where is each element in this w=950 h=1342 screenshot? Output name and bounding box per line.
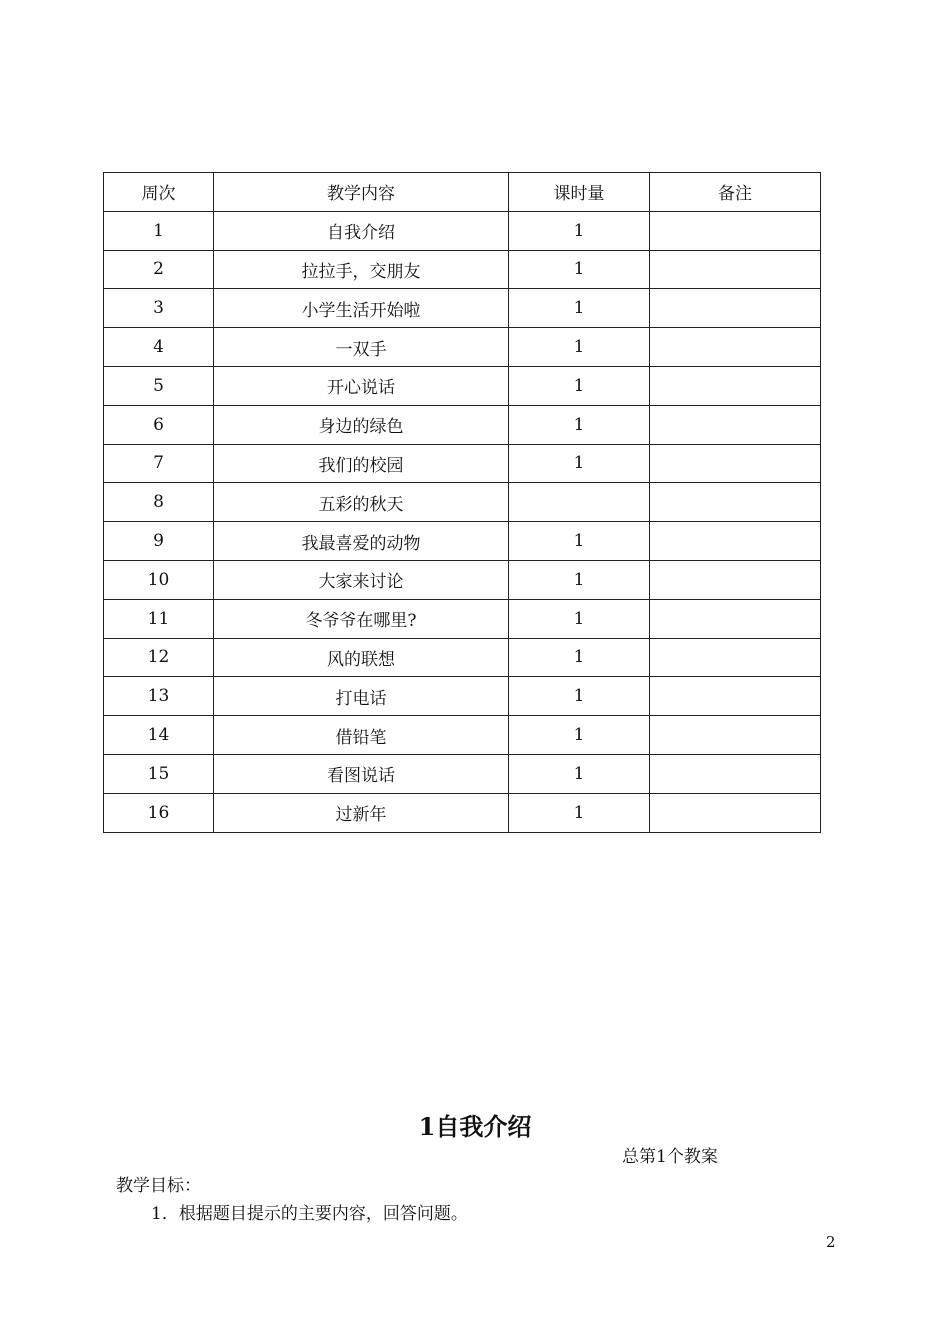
cell-hours: 1 [509,793,650,832]
table-row [104,444,821,483]
header-note: 备注 [650,173,821,212]
cell-hours: 1 [509,211,650,250]
table-row [104,716,821,755]
cell-hours [509,483,650,522]
cell-note [650,328,821,367]
cell-week: 10 [104,560,214,599]
plan-number: 总第1个教案 [622,1147,718,1167]
cell-week: 3 [104,289,214,328]
cell-content: 一双手 [214,328,509,367]
cell-hours: 1 [509,405,650,444]
cell-content: 小学生活开始啦 [214,289,509,328]
cell-note [650,405,821,444]
cell-week: 6 [104,405,214,444]
cell-note [650,638,821,677]
cell-note [650,716,821,755]
cell-content: 借铅笔 [214,716,509,755]
cell-content: 拉拉手，交朋友 [214,250,509,289]
cell-note [650,366,821,405]
cell-week: 9 [104,522,214,561]
cell-content: 风的联想 [214,638,509,677]
cell-note [650,599,821,638]
table-row [104,754,821,793]
cell-hours: 1 [509,366,650,405]
page-number: 2 [826,1233,836,1251]
cell-hours: 1 [509,677,650,716]
cell-hours: 1 [509,289,650,328]
cell-hours: 1 [509,560,650,599]
table-row [104,211,821,250]
table-row [104,677,821,716]
table-row [104,560,821,599]
header-content: 教学内容 [214,173,509,212]
table-row [104,638,821,677]
table-row [104,599,821,638]
header-week: 周次 [104,173,214,212]
cell-week: 7 [104,444,214,483]
cell-week: 2 [104,250,214,289]
cell-hours: 1 [509,522,650,561]
cell-content: 五彩的秋天 [214,483,509,522]
table-row [104,405,821,444]
cell-content: 看图说话 [214,754,509,793]
cell-content: 冬爷爷在哪里? [214,599,509,638]
objective-item: 1．根据题目提示的主要内容，回答问题。 [151,1204,468,1224]
cell-hours: 1 [509,444,650,483]
cell-note [650,483,821,522]
cell-content: 自我介绍 [214,211,509,250]
cell-content: 过新年 [214,793,509,832]
cell-content: 身边的绿色 [214,405,509,444]
cell-week: 13 [104,677,214,716]
cell-hours: 1 [509,250,650,289]
table-row [104,366,821,405]
schedule-table [103,172,821,833]
cell-hours: 1 [509,599,650,638]
header-hours: 课时量 [509,173,650,212]
cell-content: 我最喜爱的动物 [214,522,509,561]
cell-note [650,793,821,832]
table-row [104,328,821,367]
cell-week: 1 [104,211,214,250]
cell-note [650,754,821,793]
cell-note [650,211,821,250]
cell-note [650,289,821,328]
table-row [104,793,821,832]
cell-hours: 1 [509,328,650,367]
table-header-row [104,173,821,212]
cell-week: 14 [104,716,214,755]
cell-note [650,560,821,599]
cell-week: 12 [104,638,214,677]
table-row [104,289,821,328]
cell-week: 8 [104,483,214,522]
objectives-label: 教学目标： [116,1176,201,1196]
lesson-title: 1自我介绍 [418,1112,532,1141]
cell-week: 4 [104,328,214,367]
table-row [104,483,821,522]
cell-hours: 1 [509,638,650,677]
cell-week: 15 [104,754,214,793]
cell-note [650,522,821,561]
cell-week: 5 [104,366,214,405]
table-row [104,522,821,561]
cell-content: 我们的校园 [214,444,509,483]
cell-content: 打电话 [214,677,509,716]
cell-week: 16 [104,793,214,832]
cell-note [650,444,821,483]
cell-week: 11 [104,599,214,638]
cell-note [650,250,821,289]
cell-note [650,677,821,716]
cell-hours: 1 [509,716,650,755]
cell-hours: 1 [509,754,650,793]
cell-content: 大家来讨论 [214,560,509,599]
table-row [104,250,821,289]
cell-content: 开心说话 [214,366,509,405]
